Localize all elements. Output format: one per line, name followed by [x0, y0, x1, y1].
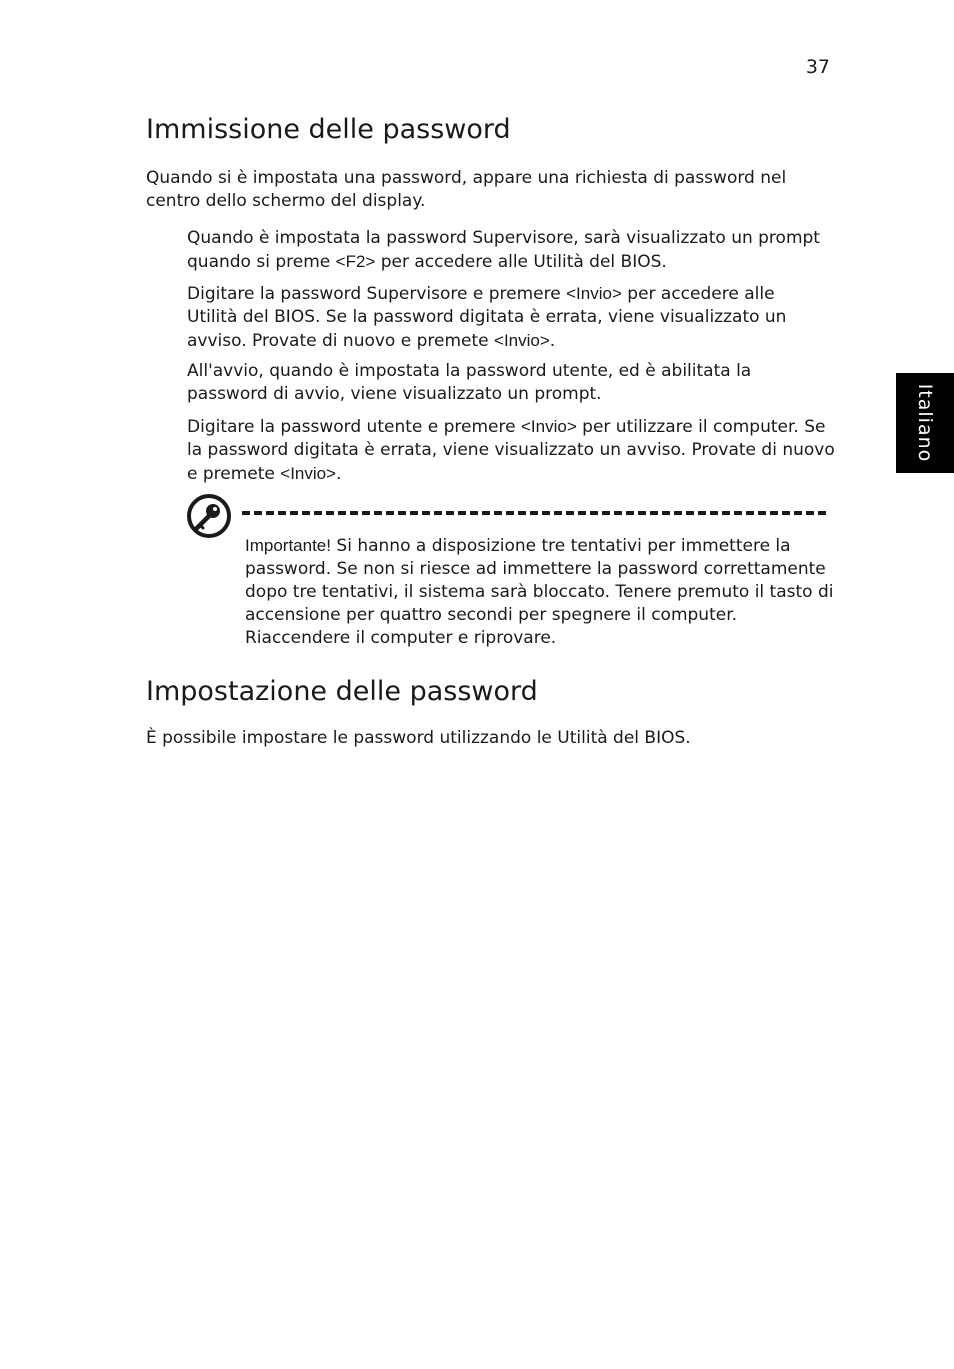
key-invio: <Invio>	[280, 464, 337, 483]
note-text: Si hanno a disposizione tre tentativi per immettere la password. Se non si riesce ad immettere la password correttamente dopo tre tentativi, il sistema sarà bloccato. Tenere premuto il tasto di accensione per quattro secondi per spegnere il computer. Riaccendere il computer e riprovare.	[245, 536, 834, 648]
note-label: Importante!	[245, 536, 331, 555]
intro-paragraph: Quando si è impostata una password, appare una richiesta di password nel centro dello schermo del display.	[146, 168, 787, 211]
text-run: Quando è impostata la password Supervisore, sarà visualizzato un prompt quando si preme	[187, 228, 820, 272]
text-run: per utilizzare il computer. Se la password digitata è errata, viene visualizzato un avviso. Provate di nuovo e premete	[187, 417, 835, 484]
text-run: .	[336, 464, 342, 484]
text-run: Digitare la password utente e premere	[187, 417, 521, 437]
language-tab	[896, 373, 954, 473]
key-invio: <Invio>	[520, 417, 577, 436]
text-run: .	[549, 331, 556, 351]
text-run: Digitare la password Supervisore e premere	[187, 284, 567, 304]
key-icon	[186, 493, 232, 539]
key-invio: <Invio>	[566, 284, 622, 303]
text-run: per accedere alle Utilità del BIOS. Se la password digitata è errata, viene visualizzato un avviso. Provate di nuovo e premete	[187, 284, 787, 351]
section-title-immissione: Immissione delle password	[146, 114, 511, 145]
paragraph-supervisor-password	[187, 282, 827, 353]
key-invio: <Invio>	[494, 331, 550, 350]
section-title-impostazione: Impostazione delle password	[146, 676, 538, 707]
paragraph-boot-password: All'avvio, quando è impostata la password utente, ed è abilitata la password di avvio, viene visualizzato un prompt.	[187, 361, 752, 404]
text-run: per accedere alle Utilità del BIOS.	[375, 252, 667, 272]
paragraph-user-password	[187, 415, 837, 486]
section2-body: È possibile impostare le password utilizzando le Utilità del BIOS.	[146, 728, 691, 748]
note-divider	[242, 511, 826, 515]
page-number: 37	[805, 56, 830, 78]
language-tab-label: Italiano	[914, 383, 936, 463]
paragraph-f2-prompt	[187, 227, 837, 274]
important-note	[245, 534, 845, 650]
key-f2: <F2>	[335, 252, 376, 271]
